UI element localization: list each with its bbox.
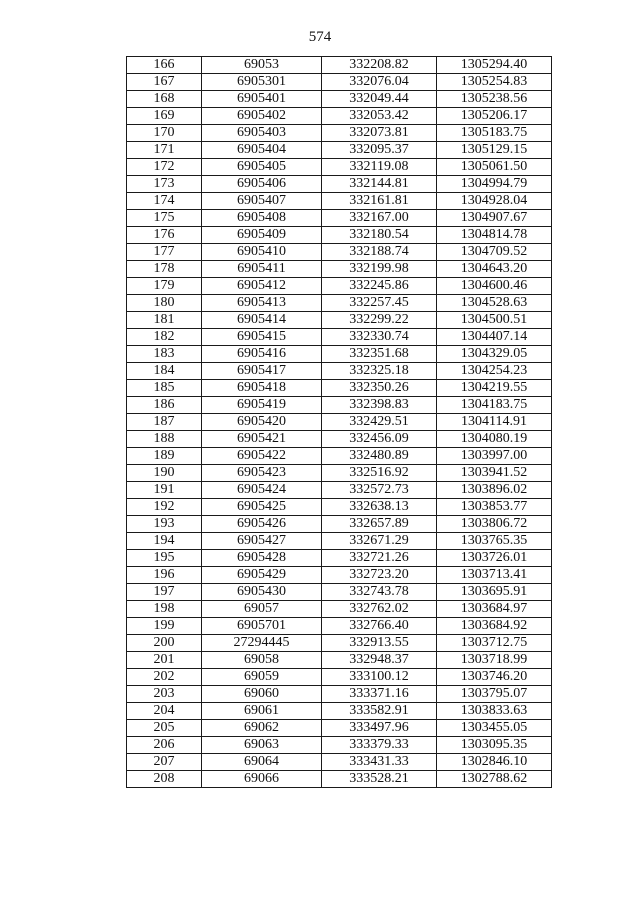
table-row [127, 278, 552, 295]
y-coordinate-cell: 1304219.55 [437, 380, 552, 397]
table-row [127, 380, 552, 397]
y-coordinate-cell: 1303997.00 [437, 448, 552, 465]
row-number-cell: 184 [127, 363, 202, 380]
row-number-cell: 175 [127, 210, 202, 227]
row-number-cell: 180 [127, 295, 202, 312]
row-number-cell: 181 [127, 312, 202, 329]
table-row [127, 465, 552, 482]
point-id-cell: 69064 [202, 754, 322, 771]
table-row [127, 669, 552, 686]
y-coordinate-cell: 1303718.99 [437, 652, 552, 669]
table-row [127, 227, 552, 244]
table-row [127, 261, 552, 278]
x-coordinate-cell: 332325.18 [322, 363, 437, 380]
table-row [127, 346, 552, 363]
point-id-cell: 6905406 [202, 176, 322, 193]
point-id-cell: 27294445 [202, 635, 322, 652]
x-coordinate-cell: 332351.68 [322, 346, 437, 363]
x-coordinate-cell: 332053.42 [322, 108, 437, 125]
y-coordinate-cell: 1303455.05 [437, 720, 552, 737]
table-row [127, 244, 552, 261]
row-number-cell: 182 [127, 329, 202, 346]
y-coordinate-cell: 1303941.52 [437, 465, 552, 482]
row-number-cell: 190 [127, 465, 202, 482]
row-number-cell: 185 [127, 380, 202, 397]
x-coordinate-cell: 332208.82 [322, 57, 437, 74]
x-coordinate-cell: 332913.55 [322, 635, 437, 652]
x-coordinate-cell: 332766.40 [322, 618, 437, 635]
table-row [127, 737, 552, 754]
table-row [127, 618, 552, 635]
y-coordinate-cell: 1304183.75 [437, 397, 552, 414]
table-row [127, 295, 552, 312]
x-coordinate-cell: 332480.89 [322, 448, 437, 465]
point-id-cell: 6905405 [202, 159, 322, 176]
y-coordinate-cell: 1305294.40 [437, 57, 552, 74]
x-coordinate-cell: 333371.16 [322, 686, 437, 703]
table-row [127, 74, 552, 91]
y-coordinate-cell: 1303713.41 [437, 567, 552, 584]
x-coordinate-cell: 332144.81 [322, 176, 437, 193]
row-number-cell: 192 [127, 499, 202, 516]
table-row [127, 108, 552, 125]
row-number-cell: 176 [127, 227, 202, 244]
x-coordinate-cell: 332429.51 [322, 414, 437, 431]
table-row [127, 159, 552, 176]
y-coordinate-cell: 1303095.35 [437, 737, 552, 754]
point-id-cell: 69062 [202, 720, 322, 737]
point-id-cell: 6905409 [202, 227, 322, 244]
row-number-cell: 188 [127, 431, 202, 448]
point-id-cell: 6905404 [202, 142, 322, 159]
point-id-cell: 6905403 [202, 125, 322, 142]
table-row [127, 431, 552, 448]
row-number-cell: 191 [127, 482, 202, 499]
row-number-cell: 201 [127, 652, 202, 669]
table-row [127, 482, 552, 499]
row-number-cell: 198 [127, 601, 202, 618]
row-number-cell: 204 [127, 703, 202, 720]
point-id-cell: 6905407 [202, 193, 322, 210]
x-coordinate-cell: 332188.74 [322, 244, 437, 261]
table-row [127, 125, 552, 142]
x-coordinate-cell: 333528.21 [322, 771, 437, 788]
table-row [127, 176, 552, 193]
y-coordinate-cell: 1304928.04 [437, 193, 552, 210]
point-id-cell: 6905425 [202, 499, 322, 516]
y-coordinate-cell: 1303746.20 [437, 669, 552, 686]
y-coordinate-cell: 1304114.91 [437, 414, 552, 431]
point-id-cell: 6905413 [202, 295, 322, 312]
x-coordinate-cell: 332330.74 [322, 329, 437, 346]
point-id-cell: 6905429 [202, 567, 322, 584]
y-coordinate-cell: 1303695.91 [437, 584, 552, 601]
table-row [127, 516, 552, 533]
x-coordinate-cell: 332119.08 [322, 159, 437, 176]
row-number-cell: 195 [127, 550, 202, 567]
point-id-cell: 6905428 [202, 550, 322, 567]
x-coordinate-cell: 332257.45 [322, 295, 437, 312]
y-coordinate-cell: 1304254.23 [437, 363, 552, 380]
table-row [127, 567, 552, 584]
point-id-cell: 6905420 [202, 414, 322, 431]
x-coordinate-cell: 332245.86 [322, 278, 437, 295]
point-id-cell: 69058 [202, 652, 322, 669]
x-coordinate-cell: 332671.29 [322, 533, 437, 550]
row-number-cell: 166 [127, 57, 202, 74]
y-coordinate-cell: 1302846.10 [437, 754, 552, 771]
table-row [127, 210, 552, 227]
x-coordinate-cell: 333431.33 [322, 754, 437, 771]
row-number-cell: 208 [127, 771, 202, 788]
point-id-cell: 6905401 [202, 91, 322, 108]
table-row [127, 397, 552, 414]
x-coordinate-cell: 332350.26 [322, 380, 437, 397]
point-id-cell: 6905419 [202, 397, 322, 414]
x-coordinate-cell: 332161.81 [322, 193, 437, 210]
table-row [127, 754, 552, 771]
row-number-cell: 197 [127, 584, 202, 601]
y-coordinate-cell: 1305254.83 [437, 74, 552, 91]
row-number-cell: 207 [127, 754, 202, 771]
row-number-cell: 173 [127, 176, 202, 193]
row-number-cell: 183 [127, 346, 202, 363]
table-row [127, 550, 552, 567]
x-coordinate-cell: 332180.54 [322, 227, 437, 244]
table-row [127, 584, 552, 601]
row-number-cell: 172 [127, 159, 202, 176]
page-number: 574 [308, 29, 332, 45]
row-number-cell: 177 [127, 244, 202, 261]
y-coordinate-cell: 1303833.63 [437, 703, 552, 720]
y-coordinate-cell: 1303853.77 [437, 499, 552, 516]
point-id-cell: 6905427 [202, 533, 322, 550]
point-id-cell: 6905416 [202, 346, 322, 363]
row-number-cell: 205 [127, 720, 202, 737]
y-coordinate-cell: 1304907.67 [437, 210, 552, 227]
point-id-cell: 6905430 [202, 584, 322, 601]
y-coordinate-cell: 1304500.51 [437, 312, 552, 329]
table-row [127, 601, 552, 618]
x-coordinate-cell: 332743.78 [322, 584, 437, 601]
x-coordinate-cell: 332638.13 [322, 499, 437, 516]
y-coordinate-cell: 1304814.78 [437, 227, 552, 244]
x-coordinate-cell: 332723.20 [322, 567, 437, 584]
row-number-cell: 206 [127, 737, 202, 754]
row-number-cell: 174 [127, 193, 202, 210]
point-id-cell: 69061 [202, 703, 322, 720]
table-row [127, 499, 552, 516]
point-id-cell: 6905408 [202, 210, 322, 227]
row-number-cell: 167 [127, 74, 202, 91]
y-coordinate-cell: 1305238.56 [437, 91, 552, 108]
x-coordinate-cell: 332456.09 [322, 431, 437, 448]
point-id-cell: 6905412 [202, 278, 322, 295]
row-number-cell: 200 [127, 635, 202, 652]
table-row [127, 652, 552, 669]
table-row [127, 703, 552, 720]
y-coordinate-cell: 1303684.92 [437, 618, 552, 635]
point-id-cell: 69057 [202, 601, 322, 618]
point-id-cell: 6905422 [202, 448, 322, 465]
point-id-cell: 6905423 [202, 465, 322, 482]
row-number-cell: 189 [127, 448, 202, 465]
x-coordinate-cell: 332199.98 [322, 261, 437, 278]
y-coordinate-cell: 1304709.52 [437, 244, 552, 261]
table-row [127, 448, 552, 465]
row-number-cell: 199 [127, 618, 202, 635]
y-coordinate-cell: 1303795.07 [437, 686, 552, 703]
row-number-cell: 196 [127, 567, 202, 584]
point-id-cell: 6905421 [202, 431, 322, 448]
table-row [127, 771, 552, 788]
y-coordinate-cell: 1304643.20 [437, 261, 552, 278]
y-coordinate-cell: 1305183.75 [437, 125, 552, 142]
point-id-cell: 6905414 [202, 312, 322, 329]
row-number-cell: 193 [127, 516, 202, 533]
x-coordinate-cell: 333100.12 [322, 669, 437, 686]
row-number-cell: 178 [127, 261, 202, 278]
x-coordinate-cell: 332299.22 [322, 312, 437, 329]
y-coordinate-cell: 1303765.35 [437, 533, 552, 550]
y-coordinate-cell: 1303684.97 [437, 601, 552, 618]
point-id-cell: 6905410 [202, 244, 322, 261]
coordinates-table [126, 56, 552, 788]
y-coordinate-cell: 1303712.75 [437, 635, 552, 652]
row-number-cell: 170 [127, 125, 202, 142]
x-coordinate-cell: 332762.02 [322, 601, 437, 618]
table-row [127, 193, 552, 210]
x-coordinate-cell: 332948.37 [322, 652, 437, 669]
x-coordinate-cell: 332657.89 [322, 516, 437, 533]
y-coordinate-cell: 1305129.15 [437, 142, 552, 159]
point-id-cell: 6905301 [202, 74, 322, 91]
row-number-cell: 194 [127, 533, 202, 550]
x-coordinate-cell: 332572.73 [322, 482, 437, 499]
y-coordinate-cell: 1304407.14 [437, 329, 552, 346]
y-coordinate-cell: 1302788.62 [437, 771, 552, 788]
row-number-cell: 179 [127, 278, 202, 295]
table-row [127, 363, 552, 380]
x-coordinate-cell: 332095.37 [322, 142, 437, 159]
point-id-cell: 6905426 [202, 516, 322, 533]
point-id-cell: 6905701 [202, 618, 322, 635]
x-coordinate-cell: 332073.81 [322, 125, 437, 142]
point-id-cell: 69059 [202, 669, 322, 686]
y-coordinate-cell: 1304080.19 [437, 431, 552, 448]
x-coordinate-cell: 333497.96 [322, 720, 437, 737]
point-id-cell: 69066 [202, 771, 322, 788]
point-id-cell: 6905418 [202, 380, 322, 397]
table-row [127, 686, 552, 703]
point-id-cell: 6905424 [202, 482, 322, 499]
row-number-cell: 203 [127, 686, 202, 703]
x-coordinate-cell: 333379.33 [322, 737, 437, 754]
y-coordinate-cell: 1303806.72 [437, 516, 552, 533]
table-row [127, 91, 552, 108]
x-coordinate-cell: 333582.91 [322, 703, 437, 720]
row-number-cell: 169 [127, 108, 202, 125]
row-number-cell: 171 [127, 142, 202, 159]
point-id-cell: 69053 [202, 57, 322, 74]
y-coordinate-cell: 1304994.79 [437, 176, 552, 193]
row-number-cell: 202 [127, 669, 202, 686]
table-row [127, 720, 552, 737]
x-coordinate-cell: 332516.92 [322, 465, 437, 482]
y-coordinate-cell: 1303726.01 [437, 550, 552, 567]
table-row [127, 312, 552, 329]
table-row [127, 414, 552, 431]
y-coordinate-cell: 1305206.17 [437, 108, 552, 125]
table-row [127, 142, 552, 159]
table-row [127, 57, 552, 74]
y-coordinate-cell: 1303896.02 [437, 482, 552, 499]
row-number-cell: 168 [127, 91, 202, 108]
row-number-cell: 187 [127, 414, 202, 431]
x-coordinate-cell: 332049.44 [322, 91, 437, 108]
point-id-cell: 6905402 [202, 108, 322, 125]
point-id-cell: 69063 [202, 737, 322, 754]
table-row [127, 635, 552, 652]
x-coordinate-cell: 332721.26 [322, 550, 437, 567]
point-id-cell: 6905415 [202, 329, 322, 346]
table-row [127, 533, 552, 550]
y-coordinate-cell: 1305061.50 [437, 159, 552, 176]
y-coordinate-cell: 1304329.05 [437, 346, 552, 363]
x-coordinate-cell: 332398.83 [322, 397, 437, 414]
point-id-cell: 6905417 [202, 363, 322, 380]
coordinates-table-body [127, 57, 552, 788]
y-coordinate-cell: 1304528.63 [437, 295, 552, 312]
row-number-cell: 186 [127, 397, 202, 414]
x-coordinate-cell: 332167.00 [322, 210, 437, 227]
y-coordinate-cell: 1304600.46 [437, 278, 552, 295]
x-coordinate-cell: 332076.04 [322, 74, 437, 91]
point-id-cell: 69060 [202, 686, 322, 703]
table-row [127, 329, 552, 346]
point-id-cell: 6905411 [202, 261, 322, 278]
